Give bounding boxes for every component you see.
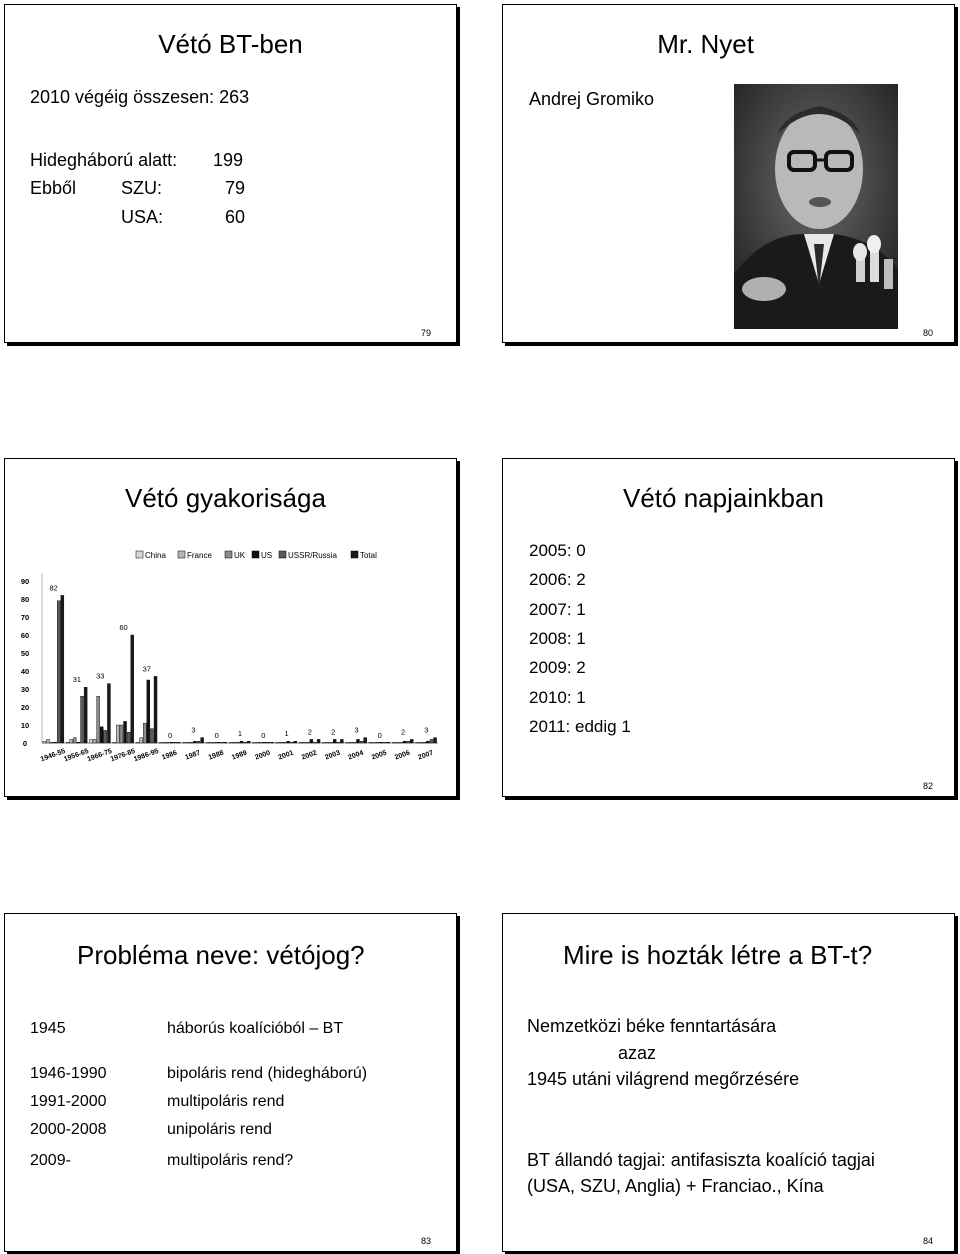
x-tick-label: 1986 — [161, 749, 179, 762]
bar-total — [410, 739, 413, 743]
slide-title: Mr. Nyet — [657, 29, 754, 59]
bar-uk — [73, 738, 76, 743]
row-desc: unipoláris rend — [167, 1121, 272, 1138]
bar-uk — [399, 742, 402, 743]
bar-ussr-russia — [383, 742, 386, 743]
total-line: 2010 végéig összesen: 263 — [30, 87, 250, 107]
bar-us — [356, 739, 359, 743]
bar-china — [369, 742, 372, 743]
x-tick-label: 2000 — [254, 749, 272, 762]
bar-ussr-russia — [104, 730, 107, 743]
x-tick-label: 1987 — [184, 749, 202, 762]
data-label: 0 — [261, 731, 266, 740]
bar-france — [116, 725, 119, 743]
bar-china — [392, 742, 395, 743]
data-label: 60 — [119, 623, 128, 632]
x-tick-label: 1966-75 — [86, 747, 113, 764]
bar-total — [201, 738, 204, 743]
slide-title: Mire is hozták létre a BT-t? — [563, 940, 873, 970]
bar-uk — [143, 723, 146, 743]
bar-ussr-russia — [81, 696, 84, 743]
legend-swatch — [136, 551, 143, 558]
bar-france — [233, 742, 236, 743]
x-tick-label: 2004 — [347, 749, 365, 762]
page-number: 79 — [421, 328, 432, 338]
y-tick-label: 60 — [20, 631, 30, 640]
bar-total — [387, 742, 390, 743]
bar-uk — [167, 742, 170, 743]
page-number: 80 — [923, 328, 934, 338]
cold-war-value: 199 — [213, 150, 244, 170]
bar-china — [346, 742, 349, 743]
bar-china — [136, 742, 139, 743]
legend-swatch — [225, 551, 232, 558]
bar-china — [159, 742, 162, 743]
x-tick-label: 1986-95 — [133, 747, 160, 764]
bar-china — [66, 742, 69, 743]
bar-ussr-russia — [244, 742, 247, 743]
bar-total — [61, 595, 64, 743]
bar-total — [107, 684, 110, 743]
bar-uk — [260, 742, 263, 743]
year-item: 2010: 1 — [529, 687, 586, 707]
bar-china — [206, 742, 209, 743]
slide-84 — [502, 913, 955, 1252]
purpose-line: azaz — [618, 1043, 657, 1063]
bar-total — [131, 635, 134, 743]
bar-ussr-russia — [127, 732, 130, 743]
bar-france — [140, 738, 143, 743]
data-label: 82 — [49, 583, 58, 593]
bar-us — [124, 721, 127, 743]
bar-total — [364, 738, 367, 743]
bar-china — [252, 742, 255, 743]
y-tick-label: 0 — [22, 739, 28, 748]
portrait-photo — [734, 84, 898, 329]
bar-total — [294, 741, 297, 743]
x-tick-label: 1989 — [230, 749, 249, 762]
bar-china — [322, 742, 325, 743]
bar-ussr-russia — [174, 742, 177, 743]
bar-france — [70, 739, 73, 743]
bar-us — [333, 739, 336, 743]
x-tick-label: 1946-55 — [39, 747, 67, 764]
bar-uk — [353, 742, 356, 743]
portrait-image — [734, 84, 898, 329]
slide-80 — [502, 4, 955, 343]
bar-total — [224, 742, 227, 743]
bar-total — [434, 738, 437, 743]
szu-label: SZU: — [121, 178, 163, 198]
legend-label: US — [261, 551, 273, 560]
bar-uk — [306, 742, 309, 743]
bar-uk — [97, 696, 100, 743]
purpose-line: 1945 utáni világrend megőrzésére — [527, 1069, 800, 1089]
row-desc: multipoláris rend? — [167, 1152, 294, 1169]
data-label: 2 — [400, 727, 406, 737]
bar-ussr-russia — [150, 729, 153, 743]
x-tick-label: 2005 — [370, 749, 388, 762]
y-tick-label: 70 — [20, 613, 30, 622]
bar-us — [217, 742, 220, 743]
data-label: 0 — [214, 731, 219, 740]
cold-war-label: Hidegháború alatt: — [30, 150, 178, 170]
legend-label: France — [187, 551, 212, 560]
legend-swatch — [178, 551, 185, 558]
year-item: 2008: 1 — [529, 628, 586, 648]
bar-us — [147, 680, 150, 743]
bar-france — [373, 742, 376, 743]
page-number: 84 — [923, 1236, 934, 1246]
data-label: 1 — [284, 729, 289, 739]
bar-us — [54, 742, 57, 743]
bar-us — [77, 742, 80, 743]
bar-total — [247, 741, 250, 743]
of-which-label: Ebből — [30, 178, 77, 198]
row-period: 1946-1990 — [30, 1065, 107, 1082]
y-tick-label: 20 — [20, 703, 30, 712]
row-period: 1945 — [30, 1020, 66, 1037]
bar-uk — [213, 742, 216, 743]
bar-uk — [50, 742, 53, 743]
bar-us — [240, 741, 243, 743]
bar-china — [229, 742, 232, 743]
legend-swatch — [351, 551, 358, 558]
bar-france — [163, 742, 166, 743]
members-line: (USA, SZU, Anglia) + Franciao., Kína — [527, 1176, 824, 1196]
slide-82 — [502, 458, 955, 797]
bar-france — [349, 742, 352, 743]
bar-china — [299, 742, 302, 743]
bar-us — [193, 741, 196, 743]
bar-china — [416, 742, 419, 743]
bar-total — [154, 676, 157, 743]
bar-ussr-russia — [197, 741, 200, 743]
bar-uk — [283, 742, 286, 743]
row-desc: multipoláris rend — [167, 1093, 285, 1110]
bar-uk — [190, 742, 193, 743]
y-tick-label: 80 — [20, 595, 30, 604]
slide-title: Probléma neve: vétójog? — [77, 940, 365, 970]
bar-us — [380, 742, 383, 743]
row-period: 2009- — [30, 1152, 71, 1169]
x-tick-label: 2006 — [394, 749, 412, 762]
bar-uk — [236, 742, 239, 743]
bar-uk — [423, 742, 426, 743]
bar-uk — [376, 742, 379, 743]
bar-total — [84, 687, 87, 743]
members-line: BT állandó tagjai: antifasiszta koalíció tagjai — [527, 1150, 875, 1170]
y-tick-label: 90 — [20, 577, 30, 586]
data-label: 3 — [191, 725, 196, 735]
slide-83 — [4, 913, 457, 1252]
bar-france — [396, 742, 399, 743]
row-desc: bipoláris rend (hidegháború) — [167, 1065, 368, 1082]
x-tick-label: 1956-65 — [63, 747, 90, 764]
slide-79 — [4, 4, 457, 343]
bar-france — [186, 742, 189, 743]
slide-title: Vétó BT-ben — [158, 29, 303, 59]
data-label: 2 — [307, 727, 312, 737]
bar-france — [46, 739, 49, 743]
purpose-line: Nemzetközi béke fenntartására — [527, 1016, 777, 1036]
photo-caption: Andrej Gromiko — [529, 89, 655, 109]
legend-swatch — [279, 551, 286, 558]
bar-ussr-russia — [430, 739, 433, 743]
row-period: 1991-2000 — [30, 1093, 107, 1110]
bar-france — [279, 742, 282, 743]
page-number: 83 — [421, 1236, 432, 1246]
bar-us — [310, 739, 313, 743]
bar-us — [170, 742, 173, 743]
year-item: 2009: 2 — [529, 658, 586, 678]
y-tick-label: 50 — [20, 649, 30, 658]
data-label: 0 — [168, 731, 173, 740]
data-label: 31 — [72, 675, 82, 685]
bar-ussr-russia — [57, 601, 60, 743]
year-item: 2007: 1 — [529, 599, 586, 619]
bar-uk — [120, 725, 123, 743]
x-tick-label: 1976-85 — [109, 747, 137, 764]
y-tick-label: 10 — [20, 721, 30, 730]
data-label: 0 — [377, 731, 382, 740]
row-period: 2000-2008 — [30, 1121, 107, 1138]
year-item: 2011: eddig 1 — [529, 716, 631, 736]
data-label: 3 — [424, 725, 429, 735]
data-label: 1 — [237, 729, 243, 739]
bar-us — [100, 727, 103, 743]
szu-value: 79 — [225, 178, 246, 198]
page-number: 82 — [923, 781, 934, 791]
bar-ussr-russia — [407, 741, 410, 743]
data-label: 3 — [354, 725, 359, 735]
bar-ussr-russia — [220, 742, 223, 743]
y-tick-label: 40 — [20, 667, 30, 676]
bar-ussr-russia — [290, 742, 293, 743]
legend-label: UK — [234, 551, 246, 560]
bar-china — [89, 739, 92, 743]
x-tick-label: 2003 — [324, 749, 342, 762]
usa-label: USA: — [121, 207, 164, 227]
year-item: 2005: 0 — [529, 541, 586, 560]
bar-china — [113, 742, 116, 743]
x-tick-label: 2007 — [417, 749, 435, 762]
legend-label: USSR/Russia — [288, 551, 337, 560]
bar-ussr-russia — [337, 742, 340, 743]
x-tick-label: 2001 — [277, 749, 295, 762]
x-tick-label: 2002 — [300, 749, 318, 762]
bar-ussr-russia — [360, 741, 363, 743]
bar-us — [263, 742, 266, 743]
y-tick-label: 30 — [20, 685, 30, 694]
row-desc: háborús koalícióból – BT — [167, 1020, 344, 1037]
usa-value: 60 — [225, 207, 246, 227]
bar-china — [43, 741, 46, 743]
bar-ussr-russia — [267, 742, 270, 743]
bar-total — [340, 739, 343, 743]
bar-us — [403, 741, 406, 743]
bar-total — [317, 739, 320, 743]
data-label: 2 — [331, 727, 336, 737]
bar-france — [210, 742, 213, 743]
bar-china — [276, 742, 279, 743]
data-label: 37 — [142, 664, 151, 674]
bar-us — [426, 741, 429, 743]
bar-total — [270, 742, 273, 743]
bar-france — [303, 742, 306, 743]
bar-ussr-russia — [313, 742, 316, 743]
slide-title: Vétó napjainkban — [623, 483, 824, 513]
bar-china — [183, 742, 186, 743]
slide-title: Vétó gyakorisága — [125, 483, 326, 513]
bar-us — [287, 741, 290, 743]
year-item: 2006: 2 — [529, 570, 586, 590]
bar-france — [93, 739, 96, 743]
bar-uk — [330, 742, 333, 743]
bar-france — [326, 742, 329, 743]
x-tick-label: 1988 — [207, 749, 225, 762]
veto-frequency-chart — [16, 545, 456, 785]
bar-total — [177, 742, 180, 743]
legend-label: Total — [360, 551, 377, 560]
legend-label: China — [145, 551, 166, 560]
legend-swatch — [252, 551, 259, 558]
bar-france — [419, 742, 422, 743]
bar-france — [256, 742, 259, 743]
data-label: 33 — [96, 671, 105, 681]
